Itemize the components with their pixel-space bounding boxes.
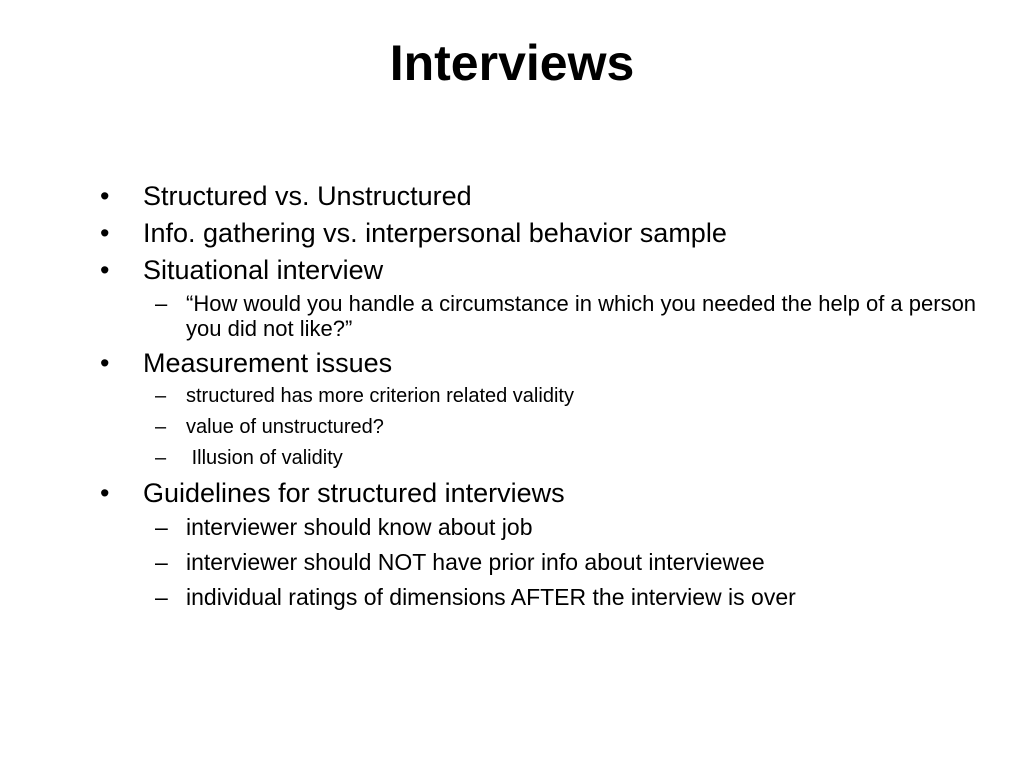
bullet-list <box>100 176 983 619</box>
sub-item <box>143 584 980 611</box>
sub-text: Illusion of validity <box>186 447 343 469</box>
bullet-item <box>100 217 980 250</box>
bullet-marker: • <box>100 181 110 211</box>
sub-marker: – <box>155 549 168 575</box>
bullet-item <box>100 180 980 213</box>
sub-marker: – <box>155 416 167 438</box>
bullet-text: Situational interview <box>143 255 384 285</box>
bullet-marker: • <box>100 348 110 378</box>
sub-marker: – <box>155 291 168 316</box>
sub-item <box>143 446 980 470</box>
bullet-item <box>100 347 980 380</box>
sub-marker: – <box>155 584 168 610</box>
sub-marker: – <box>155 447 167 469</box>
sub-marker: – <box>155 514 168 540</box>
slide-title: Interviews <box>389 35 635 91</box>
sub-text: structured has more criterion related validity <box>186 385 574 407</box>
bullet-marker: • <box>100 255 110 285</box>
sub-list <box>100 514 980 611</box>
bullet-text: Guidelines for structured interviews <box>143 478 565 508</box>
bullet-marker: • <box>100 218 110 248</box>
bullet-text: Info. gathering vs. interpersonal behavior sample <box>143 218 727 248</box>
sub-text: value of unstructured? <box>186 416 384 438</box>
sub-item <box>143 291 983 341</box>
sub-text: interviewer should NOT have prior info about interviewee <box>186 549 765 575</box>
sub-list <box>100 291 983 341</box>
bullet-text: Structured vs. Unstructured <box>143 181 472 211</box>
sub-item <box>143 384 980 408</box>
bullet-marker: • <box>100 478 110 508</box>
bullet-text: Measurement issues <box>143 348 393 378</box>
sub-marker: – <box>155 385 167 407</box>
bullet-item <box>100 254 980 287</box>
sub-text: individual ratings of dimensions AFTER the interview is over <box>186 584 796 610</box>
sub-item <box>143 415 980 439</box>
sub-item <box>143 514 980 541</box>
sub-list <box>100 384 980 470</box>
bullet-item <box>100 477 980 510</box>
sub-item <box>143 549 980 576</box>
sub-text: interviewer should know about job <box>186 514 533 540</box>
sub-text: “How would you handle a circumstance in which you needed the help of a person you did not like?” <box>186 291 983 341</box>
